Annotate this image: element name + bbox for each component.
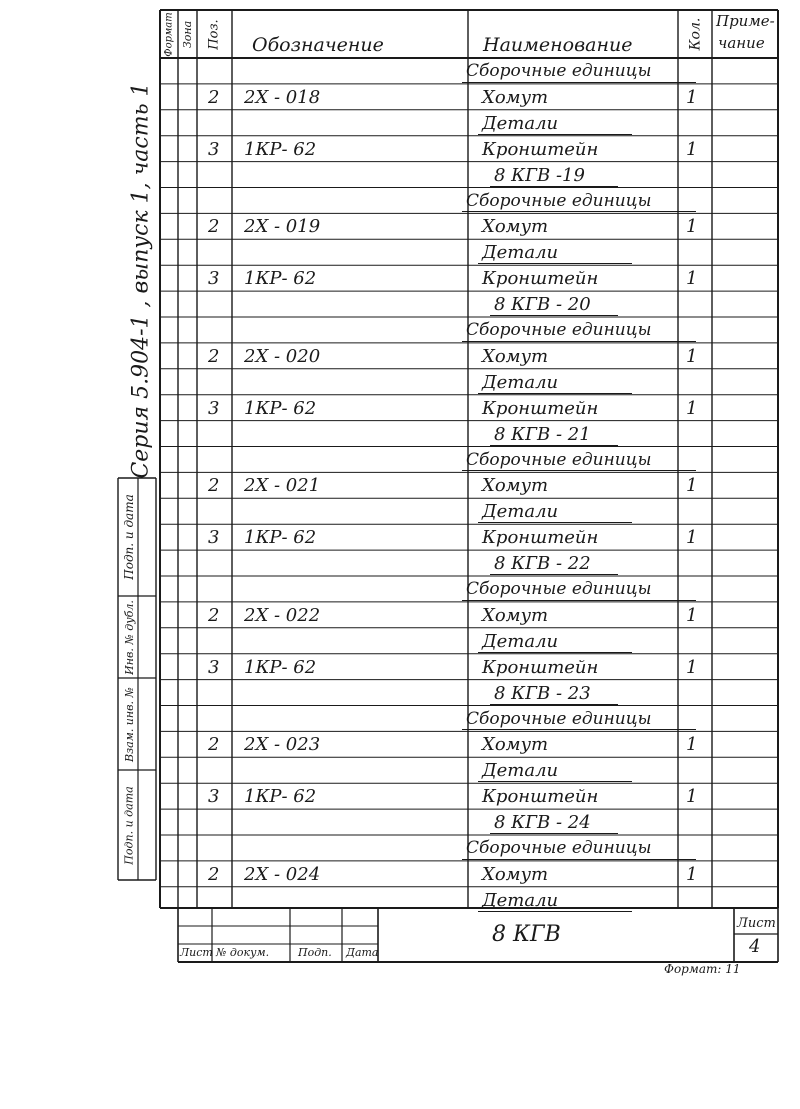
row-name: Хомут — [482, 863, 549, 885]
row-name: Сборочные единицы — [466, 449, 652, 470]
row-name: Хомут — [482, 475, 549, 497]
row-name: 8 КГВ - 20 — [494, 294, 591, 316]
row-qty: 1 — [686, 475, 698, 497]
name-underline — [478, 781, 632, 782]
row-pos: 3 — [208, 656, 220, 678]
row-qty: 1 — [686, 216, 698, 238]
row-designation: 2Х - 018 — [244, 86, 321, 108]
row-qty: 1 — [686, 268, 698, 290]
name-underline — [462, 600, 696, 601]
name-underline — [490, 704, 618, 705]
margin-podp-data-top — [118, 478, 140, 596]
row-name: Детали — [482, 371, 559, 393]
row-qty: 1 — [686, 734, 698, 756]
header-designation: Обозначение — [252, 34, 384, 56]
margin-podp-data-top-text: Подп. и дата — [122, 494, 136, 580]
name-underline — [462, 470, 696, 471]
row-qty: 1 — [686, 345, 698, 367]
row-designation: 2Х - 023 — [244, 734, 321, 756]
row-qty: 1 — [686, 863, 698, 885]
row-name: Сборочные единицы — [466, 190, 652, 211]
header-qty — [678, 10, 712, 58]
row-name: Сборочные единицы — [466, 320, 652, 340]
row-pos: 2 — [208, 216, 220, 238]
row-name: 8 КГВ - 24 — [494, 812, 591, 834]
header-name: Наименование — [483, 34, 633, 56]
header-pos-text: Поз. — [206, 18, 222, 50]
row-name: 8 КГВ - 23 — [494, 682, 591, 704]
header-qty-text: Кол. — [686, 17, 703, 51]
row-qty: 1 — [686, 656, 698, 678]
row-designation: 2Х - 024 — [244, 863, 321, 885]
margin-podp-data-bottom-text: Подп. и дата — [122, 785, 136, 865]
row-pos: 2 — [208, 86, 220, 108]
row-name: Кронштейн — [482, 268, 599, 290]
header-format — [160, 10, 178, 58]
title-sheet-number: 4 — [749, 936, 761, 957]
name-underline — [462, 729, 696, 730]
row-qty: 1 — [686, 397, 698, 419]
row-designation: 2Х - 019 — [244, 216, 321, 238]
row-name: Кронштейн — [482, 786, 599, 808]
row-name: Хомут — [482, 345, 549, 367]
row-name: 8 КГВ - 21 — [494, 423, 591, 445]
row-qty: 1 — [686, 786, 698, 808]
header-format-text: Формат — [163, 11, 175, 57]
row-name: Хомут — [482, 734, 549, 756]
row-name: Сборочные единицы — [466, 838, 652, 858]
name-underline — [490, 186, 618, 187]
name-underline — [478, 911, 632, 912]
row-name: Детали — [482, 501, 559, 523]
title-col-date: Дата — [346, 946, 379, 959]
row-designation: 1КР- 62 — [244, 397, 317, 419]
name-underline — [478, 522, 632, 523]
row-name: Детали — [482, 242, 559, 264]
title-col-doc-no: № докум. — [216, 946, 270, 959]
name-underline — [490, 833, 618, 834]
row-qty: 1 — [686, 604, 698, 626]
row-name: Кронштейн — [482, 656, 599, 678]
row-designation: 1КР- 62 — [244, 527, 317, 549]
row-designation: 2Х - 021 — [244, 475, 321, 497]
row-name: Кронштейн — [482, 527, 599, 549]
title-col-list: Лист — [180, 946, 213, 959]
name-underline — [462, 211, 696, 212]
row-name: Хомут — [482, 216, 549, 238]
header-pos — [197, 10, 232, 58]
header-zone-text: Зона — [181, 20, 194, 48]
row-designation: 1КР- 62 — [244, 268, 317, 290]
name-underline — [490, 315, 618, 316]
row-name: Детали — [482, 112, 559, 134]
row-name: Хомут — [482, 86, 549, 108]
row-designation: 2Х - 022 — [244, 604, 321, 626]
row-name: Кронштейн — [482, 138, 599, 160]
margin-vzam-inv-text: Взам. инв. № — [122, 686, 136, 762]
margin-inv-dubl-text: Инв. № дубл. — [122, 599, 136, 675]
row-designation: 1КР- 62 — [244, 786, 317, 808]
row-name: 8 КГВ -19 — [494, 164, 585, 186]
row-name: Сборочные единицы — [466, 61, 652, 81]
row-name: 8 КГВ - 22 — [494, 553, 591, 575]
title-sheet-label: Лист — [737, 916, 776, 931]
row-name: Детали — [482, 889, 559, 911]
name-underline — [462, 82, 696, 83]
row-name: Сборочные единицы — [466, 708, 652, 729]
row-name: Кронштейн — [482, 397, 599, 419]
row-pos: 3 — [208, 138, 220, 160]
row-pos: 2 — [208, 604, 220, 626]
row-pos: 3 — [208, 397, 220, 419]
name-underline — [462, 859, 696, 860]
row-pos: 3 — [208, 527, 220, 549]
row-qty: 1 — [686, 527, 698, 549]
series-title — [118, 81, 164, 479]
name-underline — [462, 341, 696, 342]
header-note-line2: чание — [718, 34, 765, 52]
row-name: Детали — [482, 630, 559, 652]
title-col-sign: Подп. — [298, 946, 332, 959]
row-name: Хомут — [482, 604, 549, 626]
header-note-line1: Приме- — [716, 12, 775, 30]
name-underline — [478, 393, 632, 394]
name-underline — [490, 445, 618, 446]
row-designation: 2Х - 020 — [244, 345, 321, 367]
margin-inv-dubl — [118, 596, 140, 678]
series-title-text: Серия 5.904-1 , выпуск 1, часть 1 — [128, 81, 154, 479]
row-pos: 2 — [208, 345, 220, 367]
header-zone — [178, 10, 197, 58]
row-pos: 2 — [208, 734, 220, 756]
row-pos: 2 — [208, 863, 220, 885]
row-designation: 1КР- 62 — [244, 656, 317, 678]
row-pos: 3 — [208, 786, 220, 808]
row-pos: 3 — [208, 268, 220, 290]
name-underline — [490, 574, 618, 575]
row-designation: 1КР- 62 — [244, 138, 317, 160]
row-qty: 1 — [686, 138, 698, 160]
name-underline — [478, 263, 632, 264]
title-document-code: 8 КГВ — [492, 922, 561, 947]
row-name: Сборочные единицы — [466, 579, 652, 599]
name-underline — [478, 134, 632, 135]
margin-vzam-inv — [118, 678, 140, 770]
row-pos: 2 — [208, 475, 220, 497]
name-underline — [478, 652, 632, 653]
title-format-note: Формат: 11 — [664, 962, 741, 976]
row-name: Детали — [482, 760, 559, 782]
row-qty: 1 — [686, 86, 698, 108]
margin-podp-data-bottom — [118, 770, 140, 880]
